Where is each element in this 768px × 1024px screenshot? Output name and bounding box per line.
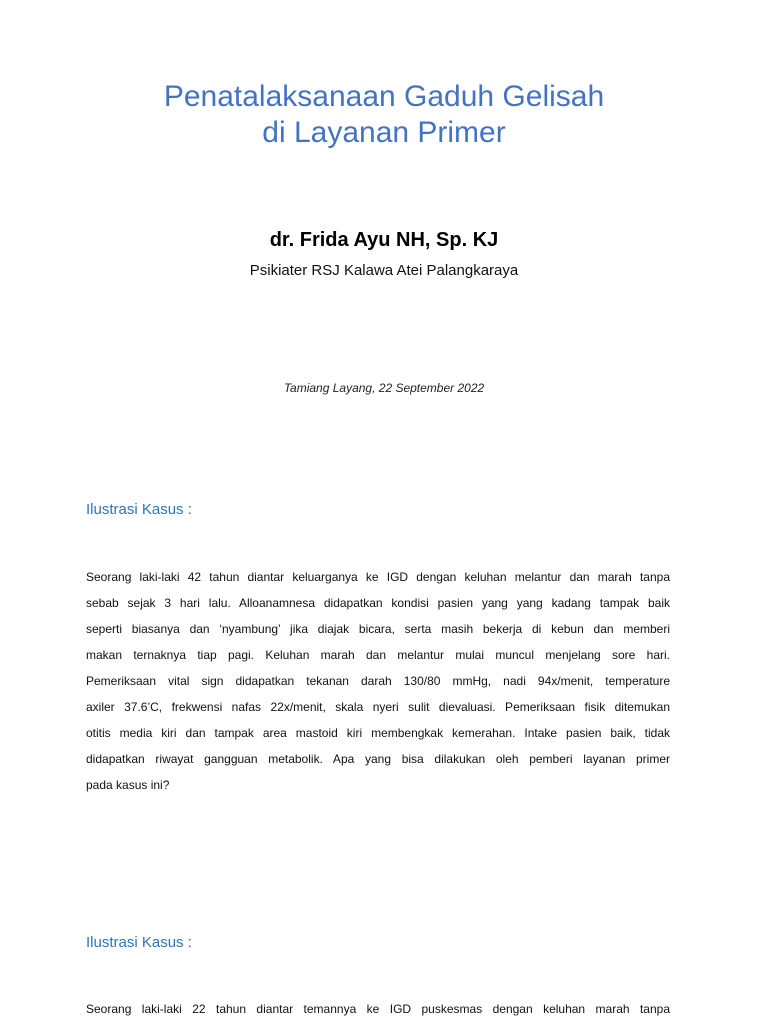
paragraph-line: Seorang laki-laki 42 tahun diantar keluarganya ke IGD dengan keluhan melantur dan marah tanpa — [86, 570, 670, 584]
paragraph-line: seperti biasanya dan ‘nyambung’ jika diajak bicara, serta masih bekerja di kebun dan memberi — [86, 622, 670, 636]
section-heading-2: Ilustrasi Kasus : — [86, 934, 192, 951]
paragraph-line: otitis media kiri dan tampak area mastoid kiri membengkak kemerahan. Intake pasien baik, tidak — [86, 726, 670, 740]
paragraph-line: didapatkan riwayat gangguan metabolik. Apa yang bisa dilakukan oleh pemberi layanan primer — [86, 752, 670, 766]
paragraph-line: makan ternaknya tiap pagi. Keluhan marah dan melantur mulai muncul menjelang sore hari. — [86, 648, 670, 662]
document-title-line-2: di Layanan Primer — [262, 116, 506, 149]
paragraph-line: axiler 37.6’C, frekwensi nafas 22x/menit, skala nyeri sulit dievaluasi. Pemeriksaan fisik ditemukan — [86, 700, 670, 714]
case-paragraph-1 — [86, 564, 670, 798]
author-affiliation: Psikiater RSJ Kalawa Atei Palangkaraya — [249, 262, 519, 279]
author-name: dr. Frida Ayu NH, Sp. KJ — [269, 229, 499, 251]
paragraph-line: Seorang laki-laki 22 tahun diantar temannya ke IGD puskesmas dengan keluhan marah tanpa — [86, 1002, 670, 1016]
case-paragraph-2 — [86, 996, 670, 1022]
section-heading-1: Ilustrasi Kasus : — [86, 501, 192, 518]
document-date: Tamiang Layang, 22 September 2022 — [283, 381, 485, 395]
paragraph-line: Pemeriksaan vital sign didapatkan tekanan darah 130/80 mmHg, nadi 94x/menit, temperature — [86, 674, 670, 688]
document-title-line-1: Penatalaksanaan Gaduh Gelisah — [163, 80, 605, 113]
paragraph-line: sebab sejak 3 hari lalu. Alloanamnesa didapatkan kondisi pasien yang yang kadang tampak baik — [86, 596, 670, 610]
paragraph-line: pada kasus ini? — [86, 778, 170, 792]
